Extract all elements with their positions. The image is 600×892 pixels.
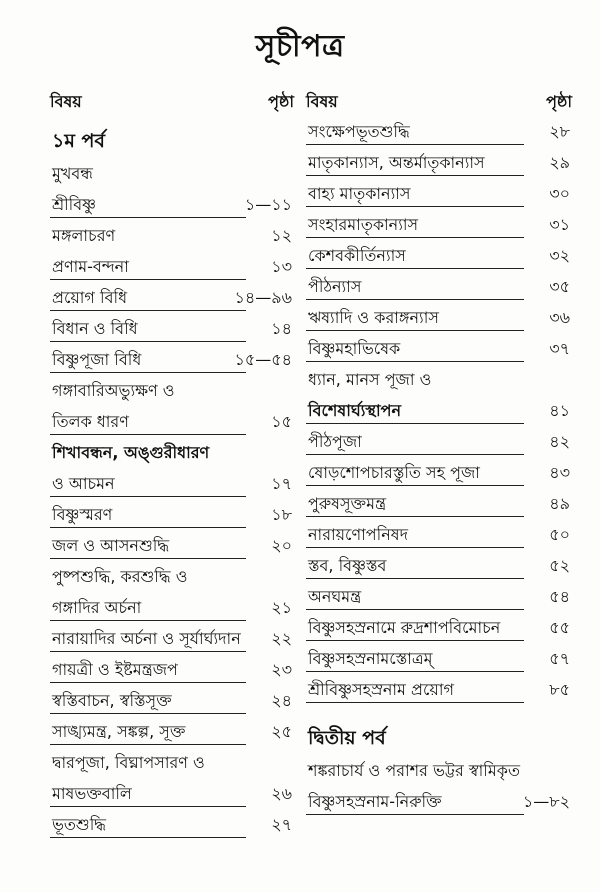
- toc-entry-page: ৩৬: [549, 308, 570, 327]
- toc-entry: [50, 592, 294, 623]
- toc-entry-title: পুষ্পশুদ্ধি, করশুদ্ধি ও: [52, 567, 188, 586]
- left-column-header: [50, 88, 294, 116]
- toc-entry-title: নারায়ণোপনিষদ: [308, 525, 409, 544]
- toc-entry: [306, 302, 572, 333]
- toc-entry: [306, 755, 572, 786]
- toc-entry: [50, 282, 294, 313]
- toc-entry-title: তিলক ধারণ: [52, 412, 129, 431]
- toc-entry-page: ১৪: [271, 319, 292, 338]
- toc-entry-title: ঋষ্যাদি ও করাঙ্গন্যাস: [308, 308, 439, 327]
- toc-entry-page: ২৪: [271, 691, 292, 710]
- toc-entry: [306, 426, 572, 457]
- toc-entry-title: অনঘমন্ত্র: [308, 587, 362, 606]
- toc-entry: [50, 251, 294, 282]
- toc-entry: [306, 116, 572, 147]
- toc-entry-page: ২৬: [271, 784, 292, 803]
- toc-entry: [50, 313, 294, 344]
- toc-entry-page: ১—৮২: [522, 792, 570, 811]
- toc-entry-page: ৪২: [549, 432, 570, 451]
- toc-entry: [50, 344, 294, 375]
- subject-heading: বিষয়: [50, 91, 82, 111]
- toc-entry: [306, 209, 572, 240]
- toc-entry-title: জল ও আসনশুদ্ধি: [52, 536, 170, 555]
- toc-entry: [50, 220, 294, 251]
- toc-entry-title: পুরুষসূক্তমন্ত্র: [308, 494, 387, 513]
- toc-entry-page: ২২: [271, 629, 292, 648]
- toc-entry-title: ধ্যান, মানস পূজা ও: [308, 370, 432, 389]
- toc-entry-page: ৫০: [549, 525, 570, 544]
- toc-entry-page: ১৫—৫৪: [234, 350, 292, 369]
- toc-entry: [50, 685, 294, 716]
- toc-entry: [306, 581, 572, 612]
- toc-entry: [306, 550, 572, 581]
- toc-entry: [306, 240, 572, 271]
- toc-entry-page: ৪৯: [549, 494, 570, 513]
- toc-entry-page: ২০: [271, 536, 292, 555]
- toc-entry-title: বিষ্ণুসহস্রনাম-নিরুক্তি: [308, 792, 442, 811]
- toc-entry-title: বিষ্ণুসহস্রনামস্তোত্রম্: [308, 649, 433, 668]
- toc-entry-title: শ্রীবিষ্ণু: [52, 195, 97, 214]
- toc-entry-title: বাহ্য মাতৃকান্যাস: [308, 184, 411, 203]
- toc-entry-title: সাঙ্খ্যমন্ত্র, সঙ্কল্প, সূক্ত: [52, 722, 186, 741]
- toc-entry-title: পীঠন্যাস: [308, 277, 362, 296]
- toc-entry: [50, 623, 294, 654]
- toc-entry-title: মাষভক্তবালি: [52, 784, 132, 803]
- toc-entry: [50, 747, 294, 778]
- toc-entry-page: ১৩: [271, 257, 292, 276]
- toc-entry-page: ৮৫: [549, 680, 570, 699]
- toc-entry-page: ২৩: [271, 660, 292, 679]
- toc-entry: [50, 375, 294, 406]
- toc-entry-page: ২৯: [549, 153, 570, 172]
- toc-entry-page: ৫৫: [549, 618, 570, 637]
- toc-entry-page: ৩০: [549, 184, 570, 203]
- toc-entry: [50, 189, 294, 220]
- toc-entry-title: গায়ত্রী ও ইষ্টমন্ত্রজপ: [52, 660, 178, 679]
- toc-entry-page: ১৫: [271, 412, 292, 431]
- toc-entry-page: ১৮: [271, 505, 292, 524]
- toc-entry-page: ২৮: [549, 122, 570, 141]
- toc-entry-page: ১৭: [271, 474, 292, 493]
- toc-entry-page: ৪৩: [549, 463, 570, 482]
- toc-entry-title: প্রণাম-বন্দনা: [52, 257, 129, 276]
- toc-entry-page: ৫৪: [549, 587, 570, 606]
- toc-entry-title: মুখবন্ধ: [52, 164, 93, 183]
- toc-entry-title: নারায়াদির অর্চনা ও সূর্যার্ঘ্যদান: [52, 629, 241, 648]
- toc-entry: [306, 333, 572, 364]
- toc-entry-page: ৩১: [549, 215, 570, 234]
- toc-entry-page: ১৪—৯৬: [234, 288, 292, 307]
- toc-entry-title: বিষ্ণুস্মরণ: [52, 505, 113, 524]
- section-heading-part-1: ১ম পর্ব: [52, 130, 105, 152]
- toc-entry-page: ২৭: [271, 815, 292, 834]
- toc-entry-title: ষোড়শোপচারস্তুতি সহ পূজা: [308, 463, 480, 482]
- toc-entry-title: বিধান ও বিধি: [52, 319, 138, 338]
- toc-entry-title: পীঠপূজা: [308, 432, 362, 451]
- toc-entry: [306, 786, 572, 817]
- toc-entry: [306, 178, 572, 209]
- toc-entry: [306, 488, 572, 519]
- toc-entry-title: সংহারমাতৃকান্যাস: [308, 215, 419, 234]
- toc-entry-page: ৪১: [549, 401, 570, 420]
- toc-entry: [50, 809, 294, 840]
- right-column: [306, 88, 572, 817]
- toc-entry-title: ও আচমন: [52, 474, 115, 493]
- section-heading-part-2: দ্বিতীয় পর্ব: [308, 727, 386, 749]
- toc-entry-title: স্বস্তিবাচন, স্বস্তিসূক্ত: [52, 691, 172, 710]
- toc-entry-page: ২৫: [271, 722, 292, 741]
- toc-entry: [50, 158, 294, 189]
- toc-entry-title: গঙ্গাদির অর্চনা: [52, 598, 142, 617]
- toc-entry-page: ১—১১: [244, 195, 292, 214]
- toc-entry: [50, 561, 294, 592]
- page-title: সূচীপত্র: [255, 29, 345, 64]
- toc-entry: [306, 612, 572, 643]
- toc-entry-title: বিষ্ণুপূজা বিধি: [52, 350, 142, 369]
- toc-entry-title: মঙ্গলাচরণ: [52, 226, 116, 245]
- right-column-header: [306, 88, 572, 116]
- toc-entry: [306, 457, 572, 488]
- toc-entry-page: ৫৭: [549, 649, 570, 668]
- toc-entry-title: গঙ্গাবারিঅভ্যুক্ষণ ও: [52, 381, 175, 400]
- toc-entry: [306, 643, 572, 674]
- left-column: [50, 88, 294, 840]
- toc-entry-title: বিষ্ণুসহস্রনামে রুদ্রশাপবিমোচন: [308, 618, 501, 637]
- toc-entry: [50, 654, 294, 685]
- toc-entry-title: দ্বারপূজা, বিঘ্নাপসারণ ও: [52, 753, 205, 772]
- page-heading: পৃষ্ঠা: [546, 91, 572, 111]
- toc-entry: [306, 519, 572, 550]
- toc-entry-title: শিখাবন্ধন, অঙ্গুরীধারণ: [52, 443, 210, 462]
- toc-entry-title: সংক্ষেপভূতশুদ্ধি: [308, 122, 410, 141]
- toc-entry: [306, 395, 572, 426]
- toc-entry-page: ৩৫: [549, 277, 570, 296]
- toc-entry: [50, 716, 294, 747]
- toc-entry-title: প্রয়োগ বিধি: [52, 288, 128, 307]
- toc-entry: [50, 778, 294, 809]
- toc-entry-title: কেশবকীর্তিন্যাস: [308, 246, 406, 265]
- toc-entry: [50, 468, 294, 499]
- toc-entry-page: ৩৭: [549, 339, 570, 358]
- toc-entry-title: ভূতশুদ্ধি: [52, 815, 107, 834]
- toc-entry-title: বিশেষার্ঘ্যস্থাপন: [308, 401, 402, 420]
- toc-entry: [50, 406, 294, 437]
- toc-entry-title: শ্রীবিষ্ণুসহস্রনাম প্রয়োগ: [308, 680, 454, 699]
- toc-entry-page: ৩২: [549, 246, 570, 265]
- toc-entry-title: মাতৃকান্যাস, অন্তর্মাতৃকান্যাস: [308, 153, 485, 172]
- toc-entry: [50, 437, 294, 468]
- toc-entry: [50, 530, 294, 561]
- toc-entry: [306, 674, 572, 705]
- toc-entry-page: ৫২: [549, 556, 570, 575]
- toc-entry-page: ২১: [271, 598, 292, 617]
- toc-entry-title: বিষ্ণুমহাভিষেক: [308, 339, 401, 358]
- toc-entry-title: স্তব, বিষ্ণুস্তব: [308, 556, 387, 575]
- toc-entry-page: ১২: [271, 226, 292, 245]
- page-heading: পৃষ্ঠা: [268, 91, 294, 111]
- toc-entry-title: শঙ্করাচার্য ও পরাশর ভট্টর স্বামিকৃত: [308, 761, 520, 780]
- toc-entry: [306, 271, 572, 302]
- toc-entry: [50, 499, 294, 530]
- toc-entry: [306, 364, 572, 395]
- subject-heading: বিষয়: [306, 91, 338, 111]
- toc-entry: [306, 147, 572, 178]
